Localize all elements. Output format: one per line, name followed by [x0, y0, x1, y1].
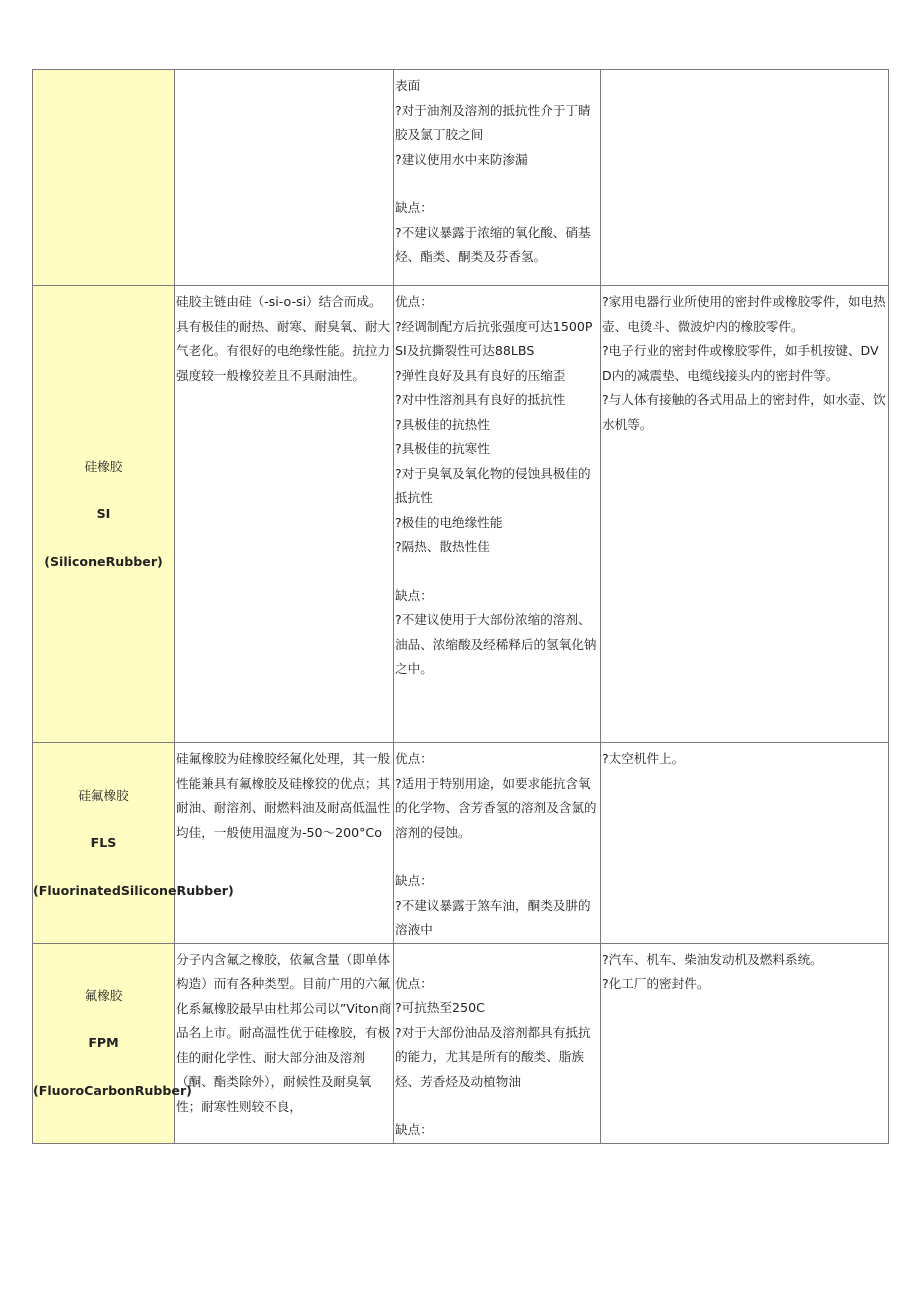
- material-code: FPM: [88, 1035, 119, 1051]
- material-name: [33, 784, 234, 903]
- material-cell: [33, 743, 234, 944]
- material-cell: [33, 943, 192, 1143]
- applications-text: [601, 944, 888, 997]
- material-name-en: (SiliconeRubber): [44, 553, 163, 569]
- structure-paragraph: 分子内含氟之橡胶，依氟含量（即单体构造）而有各种类型。目前广用的六氟化系氟橡胶最早由杜邦公司以”Viton商品名上市。耐高温性优于硅橡胶，有极佳的耐化学性、耐大部分油及溶剂（酮、酯类除外），耐候性及耐臭氧性；耐寒性则较不良，: [176, 951, 392, 1114]
- properties-text: [394, 286, 600, 682]
- material-name: [33, 455, 174, 574]
- properties-cell: [394, 943, 601, 1143]
- applications-text: [601, 743, 888, 772]
- pros-item: ?经调制配方后抗张强度可达1500PSI及抗撕裂性可达88LBS: [395, 318, 593, 358]
- material-name: [33, 154, 174, 202]
- pros-item: ?极佳的电绝缘性能: [395, 514, 503, 530]
- structure-cell: [175, 943, 394, 1143]
- applications-cell: [601, 286, 889, 743]
- applications-cell: [601, 943, 889, 1143]
- application-item: ?太空机件上。: [602, 751, 685, 766]
- spacer: [33, 526, 174, 550]
- spacer: [395, 948, 600, 972]
- material-name-cn: 硅氟橡胶: [78, 787, 129, 803]
- pros-item: ?对于油剂及溶剂的抵抗性介于丁睛胶及氯丁胶之间: [395, 102, 591, 142]
- cons-item: ?不建议暴露于浓缩的氧化酸、硝基烃、酯类、酮类及芬香氢。: [395, 224, 591, 264]
- material-name-en: (FluoroCarbonRubber): [33, 1082, 192, 1098]
- table-row: [33, 743, 889, 944]
- structure-text: [175, 944, 393, 1120]
- pros-label: 优点：: [395, 294, 433, 309]
- spacer: [395, 845, 600, 869]
- material-code: SI: [96, 506, 111, 522]
- pros-label: 优点：: [395, 751, 433, 766]
- spacer: [33, 178, 174, 202]
- properties-text: [394, 743, 600, 943]
- pros-item: ?建议使用水中来防渗漏: [395, 151, 528, 167]
- pros-item: ?对中性溶剂具有良好的抵抗性: [395, 392, 566, 407]
- applications-cell: [601, 70, 889, 286]
- spacer: [33, 1055, 174, 1079]
- table-body: [33, 70, 889, 1144]
- applications-cell: [601, 743, 889, 944]
- spacer: [33, 855, 174, 879]
- pros-item: ?隔热、散热性佳: [395, 539, 490, 554]
- spacer: [395, 1094, 600, 1118]
- applications-text: [601, 70, 888, 74]
- application-item: ?家用电器行业所使用的密封件或橡胶零件，如电热壶、电烫斗、微波炉内的橡胶零件。: [602, 294, 886, 334]
- application-item: ?汽车、机车、柴油发动机及燃料系统。: [602, 951, 823, 967]
- pros-item: ?对于臭氧及氧化物的侵蚀具极佳的抵抗性: [395, 465, 591, 505]
- application-item: ?化工厂的密封件。: [602, 976, 710, 991]
- pros-label: 优点：: [395, 975, 433, 991]
- pros-item: ?可抗热至250C: [395, 1000, 485, 1015]
- material-cell: [33, 286, 175, 743]
- material-name-cn: 氟橡胶: [84, 987, 123, 1003]
- spacer: [395, 560, 600, 584]
- material-name-en: (FluorinatedSiliconeRubber): [33, 882, 234, 898]
- structure-text: [175, 743, 393, 845]
- structure-cell: [175, 70, 394, 286]
- structure-paragraph: 硅胶主链由硅（-si-o-si）结合而成。具有极佳的耐热、耐寒、耐臭氧、耐大气老化。有很好的电绝缘性能。抗拉力强度较一般橡狡差且不具耐油性。: [176, 294, 391, 383]
- pros-item: ?适用于特别用途，如要求能抗含氧的化学物、含芳香氢的溶剂及含氯的溶剂的侵蚀。: [395, 775, 597, 840]
- structure-text: [175, 70, 393, 74]
- cons-label: 缺点：: [395, 873, 433, 888]
- properties-text: [394, 70, 600, 270]
- properties-cell: [394, 286, 601, 743]
- spacer: [33, 807, 174, 831]
- material-code: FLS: [90, 835, 117, 850]
- cons-label: 缺点：: [395, 1122, 433, 1137]
- table-row: [33, 943, 889, 1143]
- structure-cell: [175, 286, 394, 743]
- properties-cell: [394, 70, 601, 286]
- material-name-cn: 硅橡胶: [84, 458, 123, 474]
- material-name: [33, 984, 192, 1103]
- cons-item: ?不建议使用于大部份浓缩的溶剂、油品、浓缩酸及经稀释后的氢氧化钠之中。: [395, 612, 597, 676]
- properties-cell: [394, 743, 601, 944]
- applications-text: [601, 286, 888, 437]
- table-row: [33, 286, 889, 743]
- material-cell: [33, 70, 175, 286]
- spacer: [395, 172, 600, 196]
- pros-item: ?具极佳的抗热性: [395, 416, 490, 432]
- pros-item: 表面: [395, 78, 421, 93]
- structure-cell: [175, 743, 394, 944]
- application-item: ?电子行业的密封件或橡胶零件，如手机按键、DVD内的减震垫、电缆线接头内的密封件等。: [602, 343, 879, 383]
- structure-text: [175, 286, 393, 388]
- spacer: [33, 478, 174, 502]
- spacer: [33, 154, 174, 178]
- pros-item: ?对于大部份油品及溶剂都具有抵抗的能力，尤其是所有的酸类、脂族烃、芳香烃及动植物油: [395, 1024, 591, 1089]
- properties-text: [394, 944, 600, 1143]
- pros-item: ?具极佳的抗寒性: [395, 441, 490, 456]
- application-item: ?与人体有接触的各式用品上的密封件，如水壶、饮水机等。: [602, 392, 886, 432]
- cons-label: 缺点：: [395, 200, 433, 215]
- cons-label: 缺点：: [395, 587, 433, 603]
- structure-paragraph: 硅氟橡胶为硅橡胶经氟化处理，其一般性能兼具有氟橡胶及硅橡狡的优点；其耐油、耐溶剂、耐燃料油及耐高低温性均佳，一般使用温度为-50～200°Co: [176, 751, 391, 840]
- rubber-properties-table: [32, 69, 889, 1144]
- table-row: [33, 70, 889, 286]
- spacer: [33, 1007, 174, 1031]
- pros-item: ?弹性良好及具有良好的压缩歪: [395, 367, 566, 383]
- cons-item: ?不建议暴露于煞车油，酮类及肼的溶液中: [395, 897, 591, 937]
